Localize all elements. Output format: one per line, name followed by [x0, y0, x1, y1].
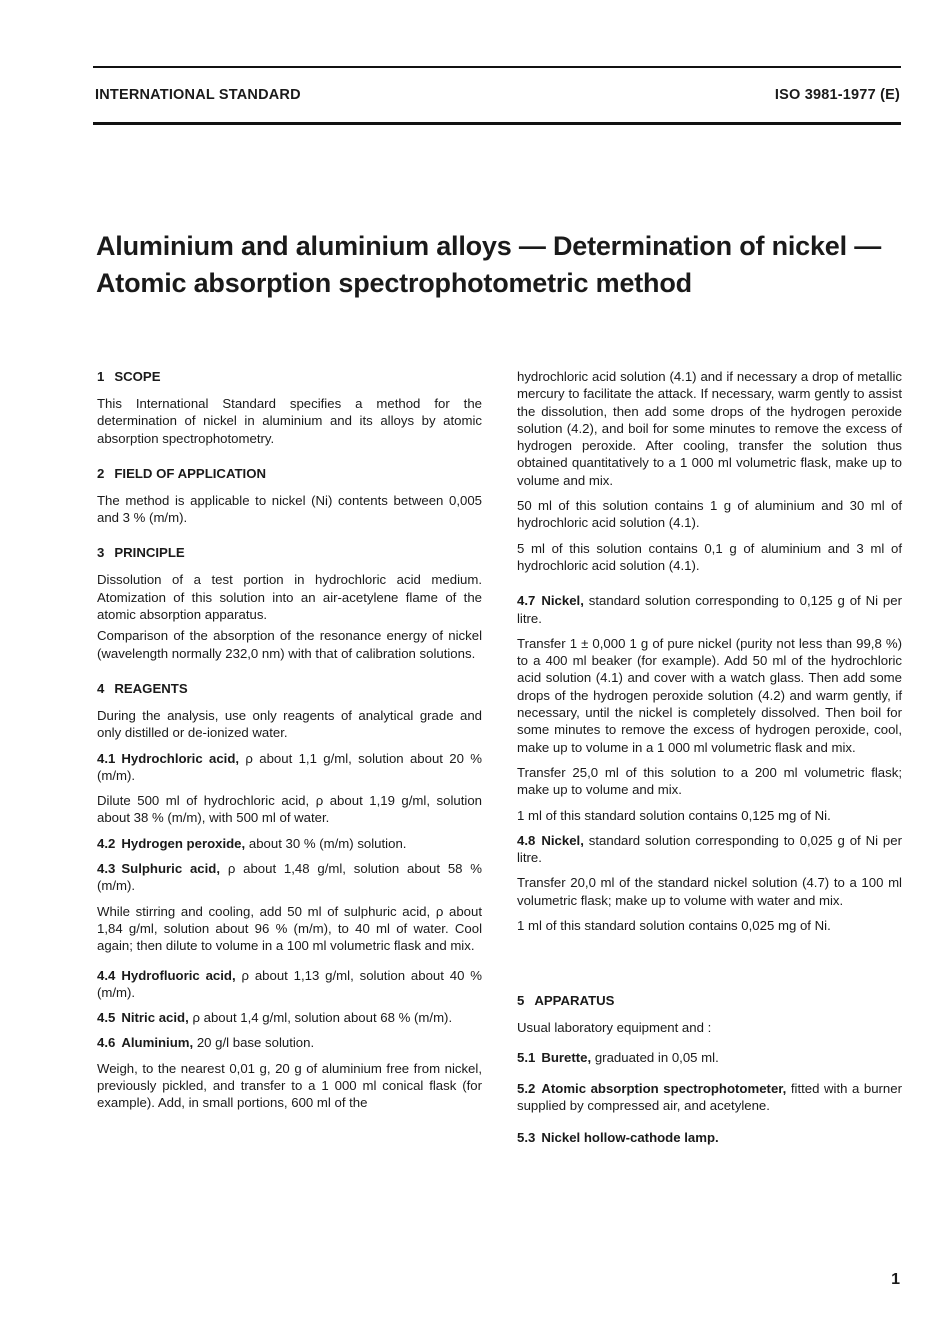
section-heading-principle: 3 PRINCIPLE [97, 545, 185, 561]
standard-number: ISO 3981-1977 (E) [774, 87, 900, 103]
apparatus-intro: Usual laboratory equipment and : [517, 1020, 712, 1036]
document-type: INTERNATIONAL STANDARD [95, 87, 301, 103]
reagent-4-6-note-1: 50 ml of this solution contains 1 g of aluminium and 30 ml of hydrochloric acid solution (4.1). [517, 498, 902, 531]
apparatus-5-2: 5.2 Atomic absorption spectrophotometer, fitted with a burner supplied by compressed air, and acetylene. [517, 1080, 902, 1114]
page-title [96, 228, 926, 302]
reagent-4-8-note: 1 ml of this standard solution contains 0,025 mg of Ni. [517, 918, 831, 934]
page-number: 1 [891, 1271, 900, 1288]
left-column [97, 368, 482, 1120]
section-heading-scope: 1 SCOPE [97, 369, 161, 384]
header-rule-top [93, 66, 901, 68]
principle-paragraph-2: Comparison of the absorption of the resonance energy of nickel (wavelength normally 232,0 nm) with that of calibration solutions. [97, 628, 482, 661]
reagent-4-3: 4.3 Sulphuric acid, ρ about 1,48 g/ml, solution about 58 % (m/m). [97, 861, 483, 894]
title-line-1: Aluminium and aluminium alloys — Determination of nickel — [96, 231, 882, 261]
apparatus-5-3: 5.3 Nickel hollow-cathode lamp. [517, 1129, 719, 1145]
title-line-2: Atomic absorption spectrophotometric method [96, 268, 692, 298]
section-heading-field: 2 FIELD OF APPLICATION [97, 465, 266, 481]
reagent-4-7-dilution: Transfer 25,0 ml of this solution to a 200 ml volumetric flask; make up to volume and mix. [517, 764, 902, 798]
reagent-4-7: 4.7 Nickel, standard solution corresponding to 0,125 g of Ni per litre. [517, 593, 902, 626]
reagent-4-6-prep-continued: hydrochloric acid solution (4.1) and if necessary a drop of metallic mercury to facilitate the attack. If necessary, warm gently to assist the dissolution, then add some drops of the hydrogen peroxide solution (4.2), and boil for some minutes to remove the excess of hydrogen peroxide. After cooling, transfer the solution thus obtained quantitatively to a 1 000 ml volumetric flask, make up to volume and mix. [517, 369, 902, 488]
reagent-4-1: 4.1 Hydrochloric acid, ρ about 1,1 g/ml, solution about 20 % (m/m). [97, 750, 482, 783]
reagent-4-4: 4.4 Hydrofluoric acid, ρ about 1,13 g/ml, solution about 40 % (m/m). [97, 967, 482, 1000]
reagent-4-6: 4.6 Aluminium, 20 g/l base solution. [97, 1035, 315, 1051]
section-heading-reagents: 4 REAGENTS [97, 680, 188, 696]
reagent-4-6-prep: Weigh, to the nearest 0,01 g, 20 g of aluminium free from nickel, previously pickled, and transfer to a 1 000 ml conical flask (for example). Add, in small portions, 600 ml of the [97, 1060, 482, 1111]
reagent-4-5: 4.5 Nitric acid, ρ about 1,4 g/ml, solution about 68 % (m/m). [97, 1010, 453, 1026]
reagent-4-1-prep: Dilute 500 ml of hydrochloric acid, ρ about 1,19 g/ml, solution about 38 % (m/m), with 500 ml of water. [97, 793, 482, 826]
section-heading-apparatus: 5 APPARATUS [517, 993, 615, 1009]
field-text: The method is applicable to nickel (Ni) contents between 0,005 and 3 % (m/m). [97, 492, 482, 526]
reagent-4-3-prep: While stirring and cooling, add 50 ml of sulphuric acid, ρ about 1,84 g/ml, solution about 96 % (m/m), to 40 ml of water. Cool again; then dilute to volume in a 100 ml volumetric flask and mix. [97, 903, 482, 954]
right-column [517, 368, 902, 1154]
reagent-4-7-prep: Transfer 1 ± 0,000 1 g of pure nickel (purity not less than 99,8 %) to a 400 ml beaker (for example). Add 50 ml of the hydrochloric acid solution (4.1) and cover with a watch glass. Then add some drops of the hydrogen peroxide solution (4.2) and warm gently, if necessary, until the nickel is completely dissolved. Then boil for some minutes to remove the excess of hydrogen peroxide, cool, make up to volume in a 1 000 ml volumetric flask and mix. [517, 635, 902, 755]
reagent-4-2: 4.2 Hydrogen peroxide, about 30 % (m/m) solution. [97, 835, 407, 851]
reagent-4-8-prep: Transfer 20,0 ml of the standard nickel solution (4.7) to a 100 ml volumetric flask; make up to volume with water and mix. [517, 875, 902, 908]
scope-text: This International Standard specifies a method for the determination of nickel in aluminium and its alloys by atomic absorption spectrophotometry. [97, 396, 482, 446]
reagent-4-8: 4.8 Nickel, standard solution corresponding to 0,025 g of Ni per litre. [517, 832, 902, 866]
header-rule-bottom [93, 122, 901, 125]
apparatus-5-1: 5.1 Burette, graduated in 0,05 ml. [517, 1049, 719, 1065]
reagents-intro: During the analysis, use only reagents of analytical grade and only distilled or de-ionized water. [97, 707, 482, 741]
reagent-4-7-note: 1 ml of this standard solution contains 0,125 mg of Ni. [517, 807, 831, 823]
principle-paragraph-1: Dissolution of a test portion in hydrochloric acid medium. Atomization of this solution into an air-acetylene flame of the atomic absorption apparatus. [97, 572, 482, 623]
reagent-4-6-note-2: 5 ml of this solution contains 0,1 g of aluminium and 3 ml of hydrochloric acid solution (4.1). [517, 540, 902, 573]
